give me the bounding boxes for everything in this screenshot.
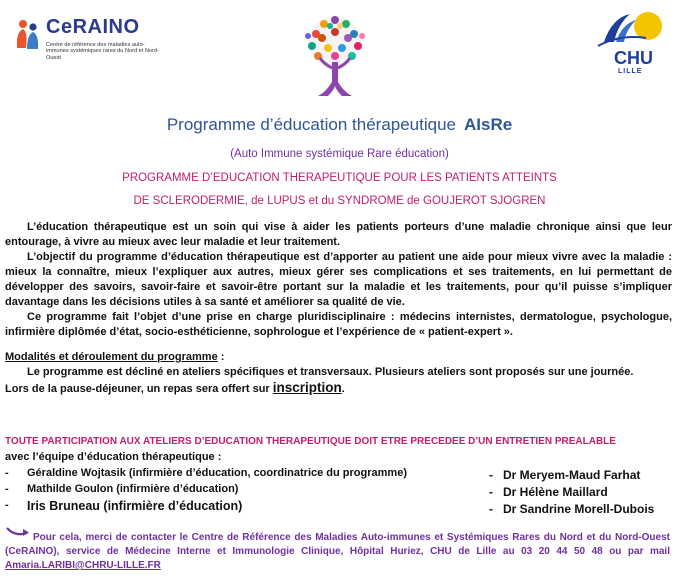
contact-email-link[interactable]: Amaria.LARIBI@CHRU-LILLE.FR	[5, 560, 161, 571]
chu-city: LILLE	[618, 68, 643, 75]
body-text	[5, 220, 672, 397]
modalities-heading-text: Modalités et déroulement du programme	[5, 351, 218, 363]
page-title	[0, 115, 679, 135]
inscription-link[interactable]: inscription	[272, 380, 342, 395]
title-main: Programme d’éducation thérapeutique	[166, 115, 456, 134]
tree-logo	[288, 12, 382, 106]
modalities-text-2	[5, 380, 672, 397]
list-dash: -	[5, 467, 9, 479]
tree-icon	[288, 12, 382, 106]
modalities-heading	[5, 350, 672, 365]
modalities-text-1: Le programme est décliné en ateliers spécifiques et transversaux. Plusieurs ateliers sont proposés sur une journée.	[27, 366, 634, 378]
list-item	[5, 499, 465, 515]
paragraph-3: Ce programme fait l’objet d’une prise en charge pluridisciplinaire : médecins internistes, dermatologue, psychologue, infirmière diplômée d’état, socio-esthéticienne, sophrologue et l’expérience de « patient-expert ».	[5, 311, 672, 338]
title-acronym: AIsRe	[464, 115, 513, 134]
list-item	[5, 483, 465, 499]
doctor-name: Dr Meryem-Maud Farhat	[503, 468, 641, 482]
list-item	[489, 468, 677, 485]
nurse-name: Mathilde Goulon (infirmière d’éducation)	[27, 483, 239, 495]
contact-body: Pour cela, merci de contacter le Centre de Référence des Maladies Auto-immunes et Systémiques Rares du Nord et du Nord-Ouest (CeRAINO), service de Médecine Interne et Immunologie Clinique, Hôpital Huriez, CHU de Lille au 03 20 44 50 48 ou par mail	[5, 532, 670, 557]
nurse-name: Géraldine Wojtasik (infirmière d’éducation, coordinatrice du programme)	[27, 467, 407, 479]
list-item	[489, 502, 677, 519]
header	[0, 0, 679, 108]
program-line-1: PROGRAMME D’EDUCATION THERAPEUTIQUE POUR LES PATIENTS ATTEINTS	[122, 172, 557, 184]
ceraino-brand: CeRAINO	[46, 16, 140, 38]
doctor-name: Dr Sandrine Morell-Dubois	[503, 502, 655, 516]
list-item	[489, 485, 677, 502]
participation-notice: TOUTE PARTICIPATION AUX ATELIERS D’EDUCATION THERAPEUTIQUE DOIT ETRE PRECEDEE D’UN ENTRETIEN PREALABLE	[5, 436, 616, 447]
contact-text	[5, 531, 670, 573]
chu-lille-logo	[590, 8, 670, 88]
nurse-name: Iris Bruneau (infirmière d’éducation)	[27, 499, 243, 513]
chu-name: CHU	[614, 48, 653, 68]
list-dash: -	[489, 502, 493, 516]
doctor-list	[489, 468, 677, 519]
paragraph-1: L’éducation thérapeutique est un soin qui vise à aider les patients porteurs d’une maladie chronique ainsi que leur entourage, à vivre au mieux avec leur maladie et leur traitement.	[5, 221, 672, 248]
page-subtitle: (Auto Immune systémique Rare éducation)	[230, 148, 449, 160]
ceraino-figures-icon	[14, 18, 42, 50]
chu-emblem-icon	[590, 8, 670, 52]
ceraino-subtitle: Centre de référence des maladies auto-immunes systémiques rares du Nord et Nord-Ouest	[46, 42, 159, 61]
doctor-name: Dr Hélène Maillard	[503, 485, 608, 499]
ceraino-logo	[14, 14, 164, 74]
list-dash: -	[5, 483, 9, 495]
list-dash: -	[489, 468, 493, 482]
modalities-period: .	[341, 383, 345, 395]
list-item	[5, 467, 465, 483]
program-line-2: DE SCLERODERMIE, de LUPUS et du SYNDROME de GOUJEROT SJOGREN	[133, 195, 546, 207]
paragraph-2: L’objectif du programme d’éducation thérapeutique est d’apporter au patient une aide pour mieux vivre avec la maladie : mieux la connaître, mieux l’expliquer aux autres, mieux gérer ses complications et ses traitements, en lui permettant de développer des savoirs, savoir-faire et savoir-être portant sur la maladie et les traitements, pour qu’il puisse s’impliquer davantage dans les décisions utiles à sa santé et améliorer sa qualité de vie.	[5, 251, 672, 308]
nurse-list	[5, 467, 465, 515]
list-dash: -	[5, 499, 9, 511]
modalities-heading-colon: :	[217, 351, 225, 363]
list-dash: -	[489, 485, 493, 499]
team-intro: avec l’équipe d’éducation thérapeutique :	[5, 451, 222, 463]
modalities-text-2-main: Lors de la pause-déjeuner, un repas sera offert sur	[5, 383, 273, 395]
